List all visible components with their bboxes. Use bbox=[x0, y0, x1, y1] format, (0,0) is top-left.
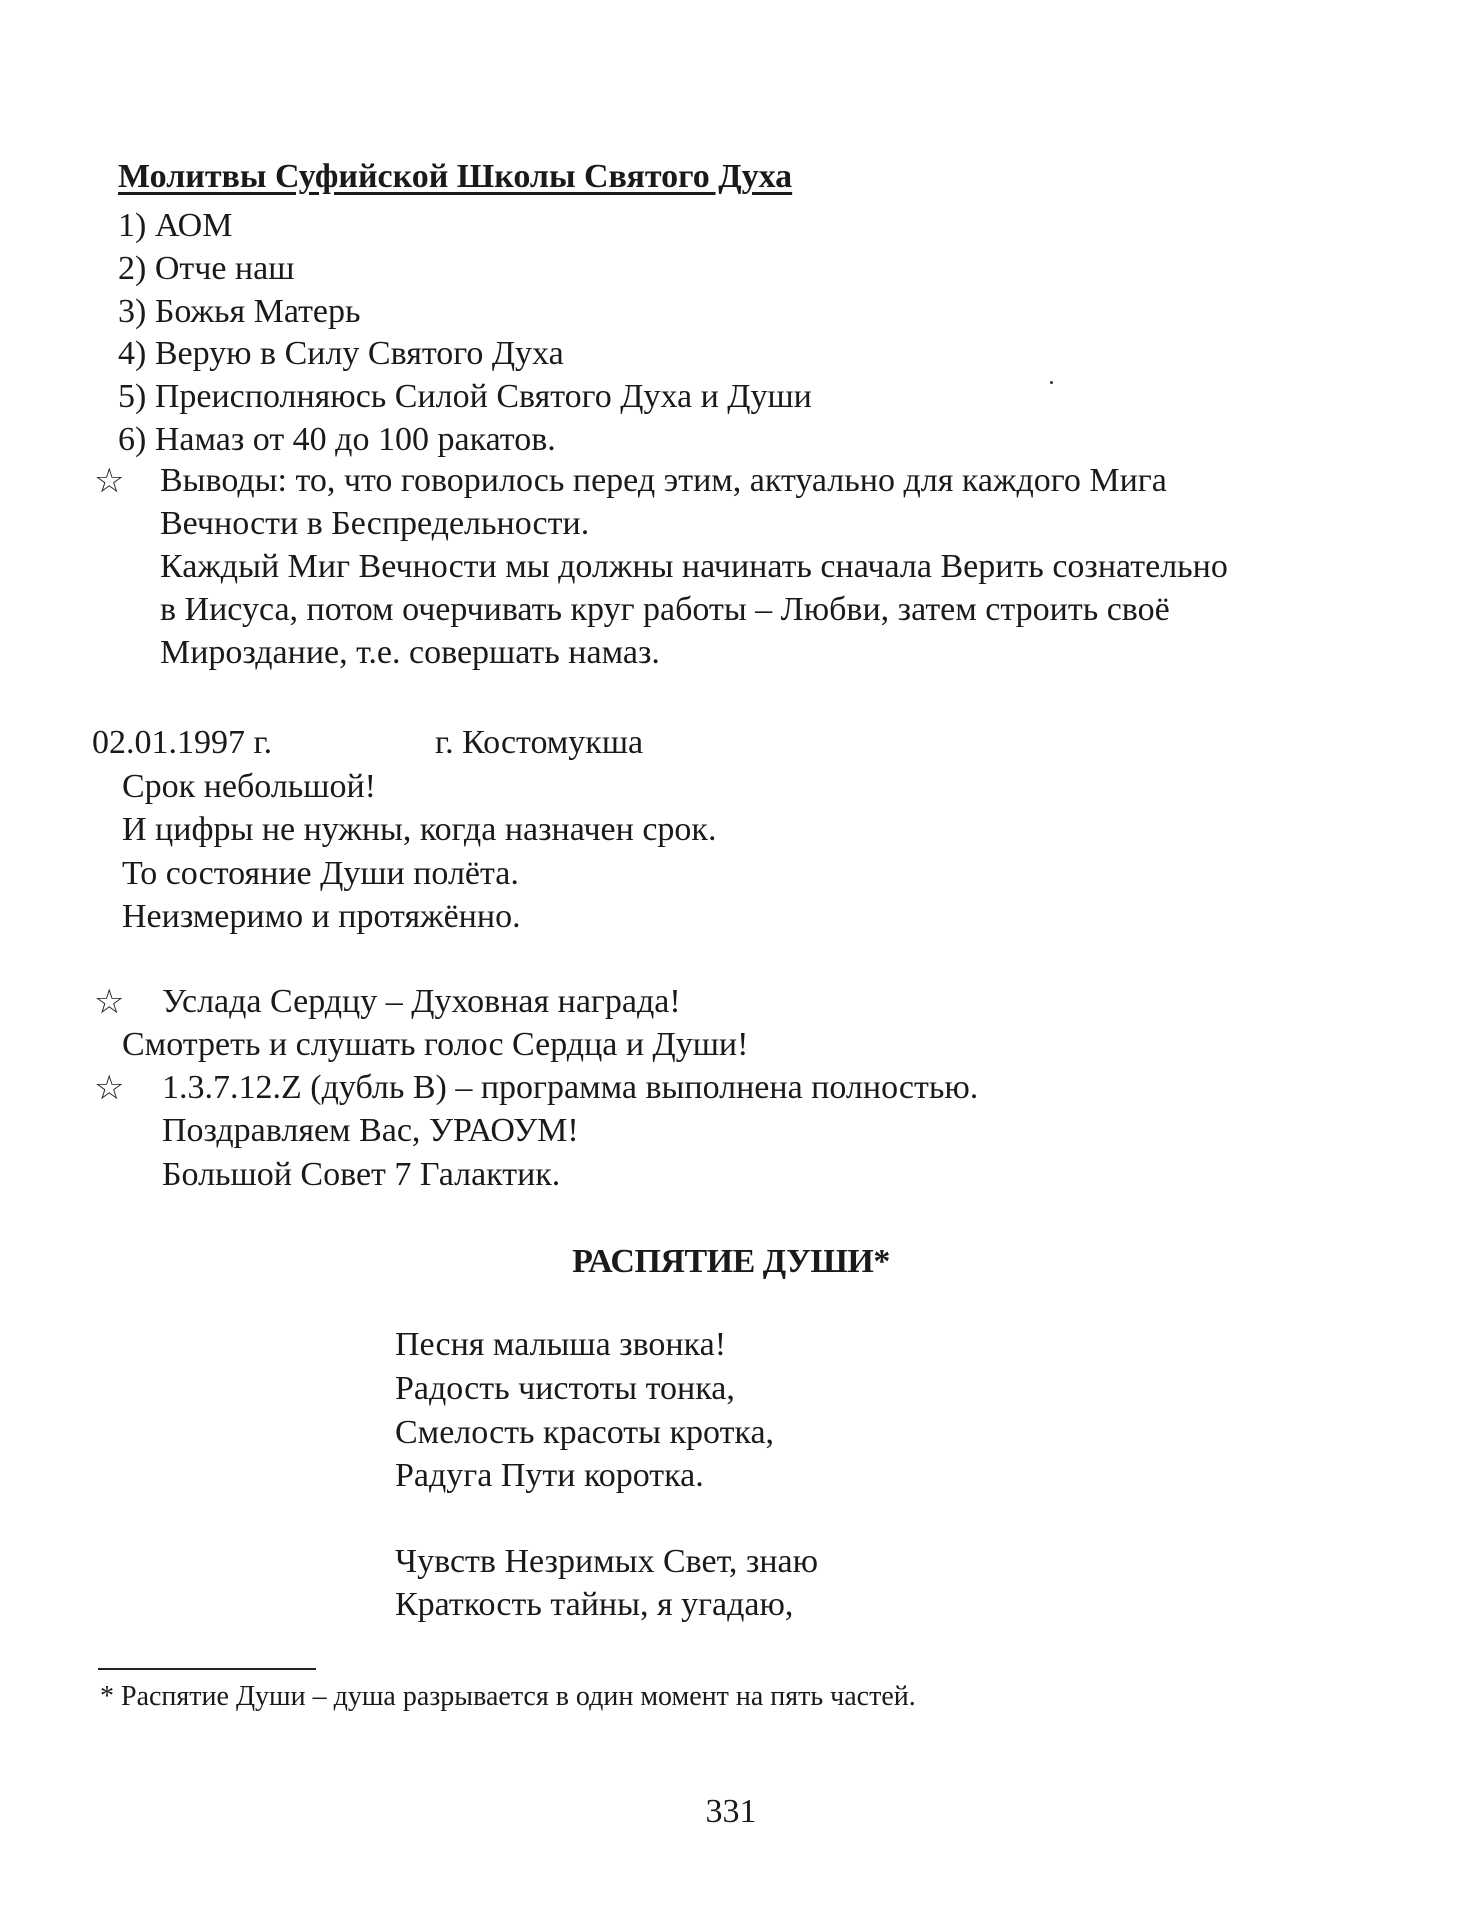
star-icon: ☆ bbox=[94, 982, 125, 1022]
poem-line: Смелость красоты кротка, bbox=[395, 1414, 775, 1451]
prayer-item: 6) Намаз от 40 до 100 ракатов. bbox=[118, 421, 556, 458]
poem-line: Песня малыша звонка! bbox=[395, 1326, 727, 1363]
prayer-item: 3) Божья Матерь bbox=[118, 293, 361, 330]
footnote: * Распятие Души – душа разрывается в один момент на пять частей. bbox=[100, 1681, 916, 1712]
message-line: 1.3.7.12.Z (дубль В) – программа выполнена полностью. bbox=[162, 1069, 979, 1106]
section-title: Молитвы Суфийской Школы Святого Духа bbox=[118, 158, 793, 195]
entry-line: То состояние Души полёта. bbox=[122, 855, 519, 892]
message-line: Большой Совет 7 Галактик. bbox=[162, 1156, 561, 1193]
poem-line: Радость чистоты тонка, bbox=[395, 1370, 735, 1407]
prayer-item: 4) Верую в Силу Святого Духа bbox=[118, 335, 564, 372]
page-number: 331 bbox=[705, 1793, 757, 1830]
poem-line: Чувств Незримых Свет, знаю bbox=[395, 1543, 819, 1580]
entry-line: И цифры не нужны, когда назначен срок. bbox=[122, 811, 717, 848]
footnote-divider bbox=[98, 1668, 316, 1670]
star-icon: ☆ bbox=[94, 1068, 125, 1108]
star-icon: ☆ bbox=[94, 461, 125, 501]
message-line: Поздравляем Вас, УРАОУМ! bbox=[162, 1112, 579, 1149]
poem-line: Краткость тайны, я угадаю, bbox=[395, 1586, 794, 1623]
conclusion-line: в Иисуса, потом очерчивать круг работы – Любви, затем строить своё bbox=[160, 591, 1170, 628]
entry-line: Срок небольшой! bbox=[122, 768, 377, 805]
scan-speck bbox=[1050, 381, 1053, 384]
conclusion-line: Мироздание, т.е. совершать намаз. bbox=[160, 634, 660, 671]
message-line: Смотреть и слушать голос Сердца и Души! bbox=[122, 1026, 749, 1063]
poem-line: Радуга Пути коротка. bbox=[395, 1457, 704, 1494]
entry-place: г. Костомукша bbox=[435, 724, 644, 761]
message-line: Услада Сердцу – Духовная награда! bbox=[162, 983, 681, 1020]
prayer-item: 5) Преисполняюсь Силой Святого Духа и Души bbox=[118, 378, 812, 415]
prayer-item: 2) Отче наш bbox=[118, 250, 295, 287]
entry-line: Неизмеримо и протяжённо. bbox=[122, 898, 521, 935]
conclusion-line: Выводы: то, что говорилось перед этим, актуально для каждого Мига bbox=[160, 462, 1167, 499]
entry-date: 02.01.1997 г. bbox=[92, 724, 273, 761]
prayer-item: 1) АОМ bbox=[118, 207, 233, 244]
poem-title: РАСПЯТИЕ ДУШИ* bbox=[572, 1243, 890, 1280]
conclusion-line: Каждый Миг Вечности мы должны начинать сначала Верить сознательно bbox=[160, 548, 1228, 585]
conclusion-line: Вечности в Беспредельности. bbox=[160, 505, 590, 542]
